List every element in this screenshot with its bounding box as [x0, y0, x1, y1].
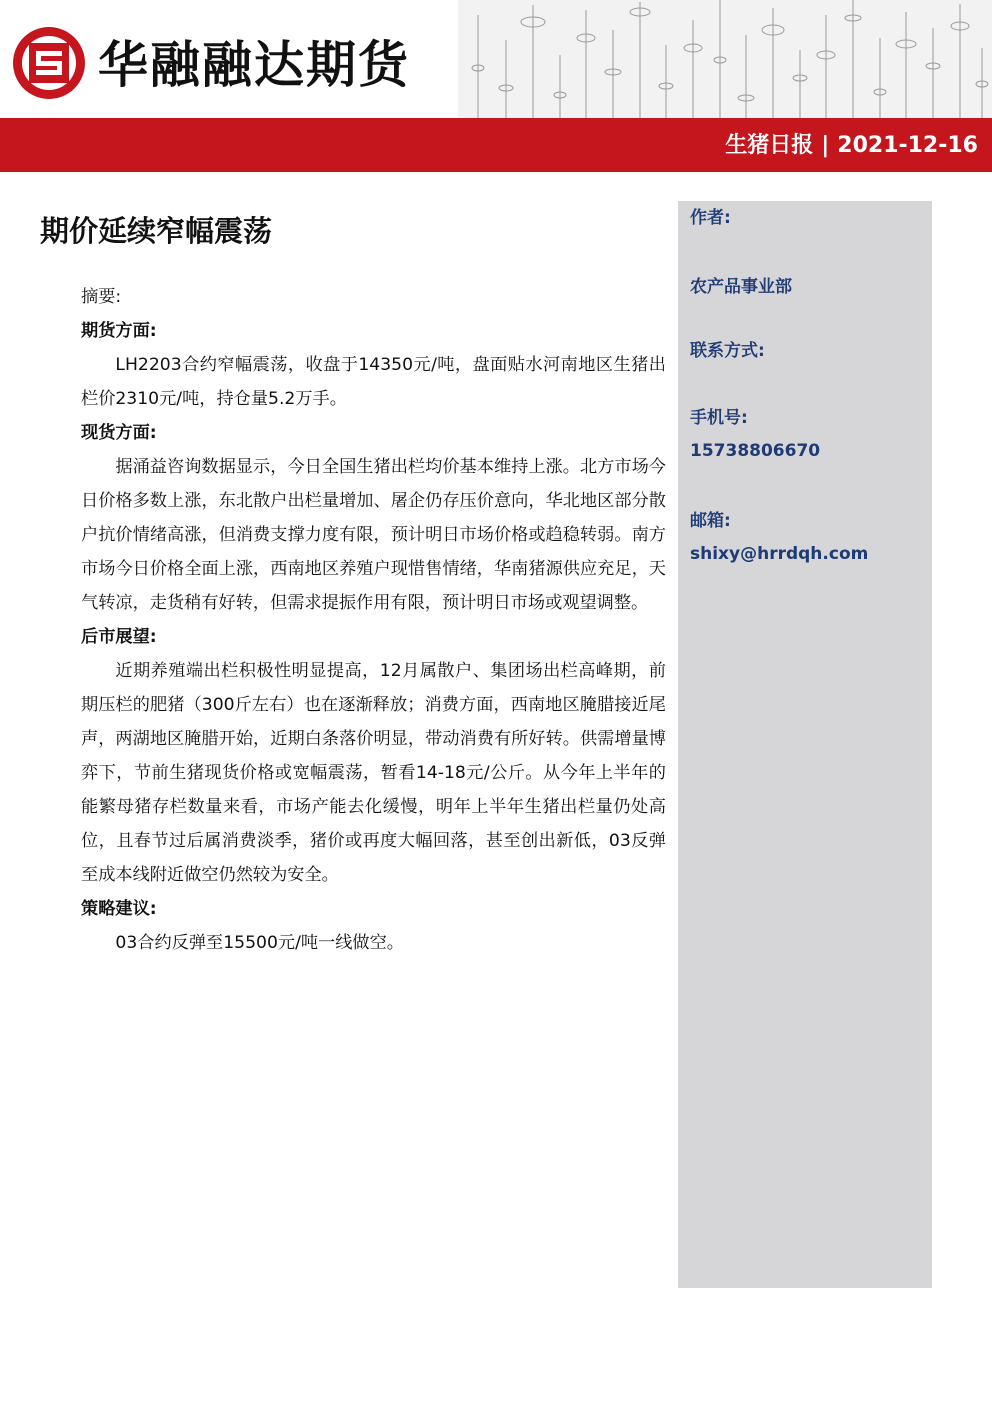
phone-number: 15738806670: [690, 441, 821, 461]
author-sidebar: [678, 201, 932, 1288]
email-label: 邮箱:: [690, 511, 731, 531]
department-name: 农产品事业部: [690, 277, 792, 297]
section-paragraph: 近期养殖端出栏积极性明显提高，12月属散户、集团场出栏高峰期，前期压栏的肥猪（300斤左右）也在逐渐释放；消费方面，西南地区腌腊接近尾声，两湖地区腌腊开始，近期白条落价明显，带动消费有所好转。供需增量博弈下，节前生猪现货价格或宽幅震荡，暂看14-18元/公斤。从今年上半年的能繁母猪存栏数量来看，市场产能去化缓慢，明年上半年生猪出栏量仍处高位，且春节过后属消费淡季，猪价或再度大幅回落，甚至创出新低，03反弹至成本线附近做空仍然较为安全。: [81, 661, 666, 885]
report-tag: [725, 130, 978, 162]
section-paragraph: 据涌益咨询数据显示，今日全国生猪出栏均价基本维持上涨。北方市场今日价格多数上涨，东北散户出栏量增加、屠企仍存压价意向，华北地区部分散户抗价情绪高涨，但消费支撑力度有限，预计明日市场价格或趋稳转弱。南方市场今日价格全面上涨，西南地区养殖户现惜售情绪，华南猪源供应充足，天气转凉，走货稍有好转，但需求提振作用有限，预计明日市场或观望调整。: [81, 457, 666, 613]
section-paragraph: LH2203合约窄幅震荡，收盘于14350元/吨，盘面贴水河南地区生猪出栏价2310元/吨，持仓量5.2万手。: [81, 355, 666, 409]
abstract-label: 摘要:: [81, 287, 122, 307]
phone-label: 手机号:: [690, 408, 748, 428]
section-heading: 后市展望:: [81, 627, 157, 647]
author-label: 作者:: [690, 208, 731, 228]
section-heading: 策略建议:: [81, 899, 157, 919]
brand-name: 华融融达期货: [98, 35, 410, 94]
decorative-pattern: [458, 0, 992, 118]
report-type: 生猪日报: [725, 133, 814, 158]
report-title: 期价延续窄幅震荡: [40, 214, 273, 248]
section-paragraph: 03合约反弹至15500元/吨一线做空。: [115, 933, 404, 953]
email-link[interactable]: shixy@hrrdqh.com: [690, 544, 869, 564]
section-heading: 期货方面:: [81, 321, 157, 341]
section-heading: 现货方面:: [81, 423, 157, 443]
contact-label: 联系方式:: [690, 341, 765, 361]
hr-seal-logo-icon: [10, 24, 88, 102]
report-separator: |: [821, 133, 830, 158]
report-body: [81, 280, 666, 960]
report-date: 2021-12-16: [837, 133, 978, 158]
